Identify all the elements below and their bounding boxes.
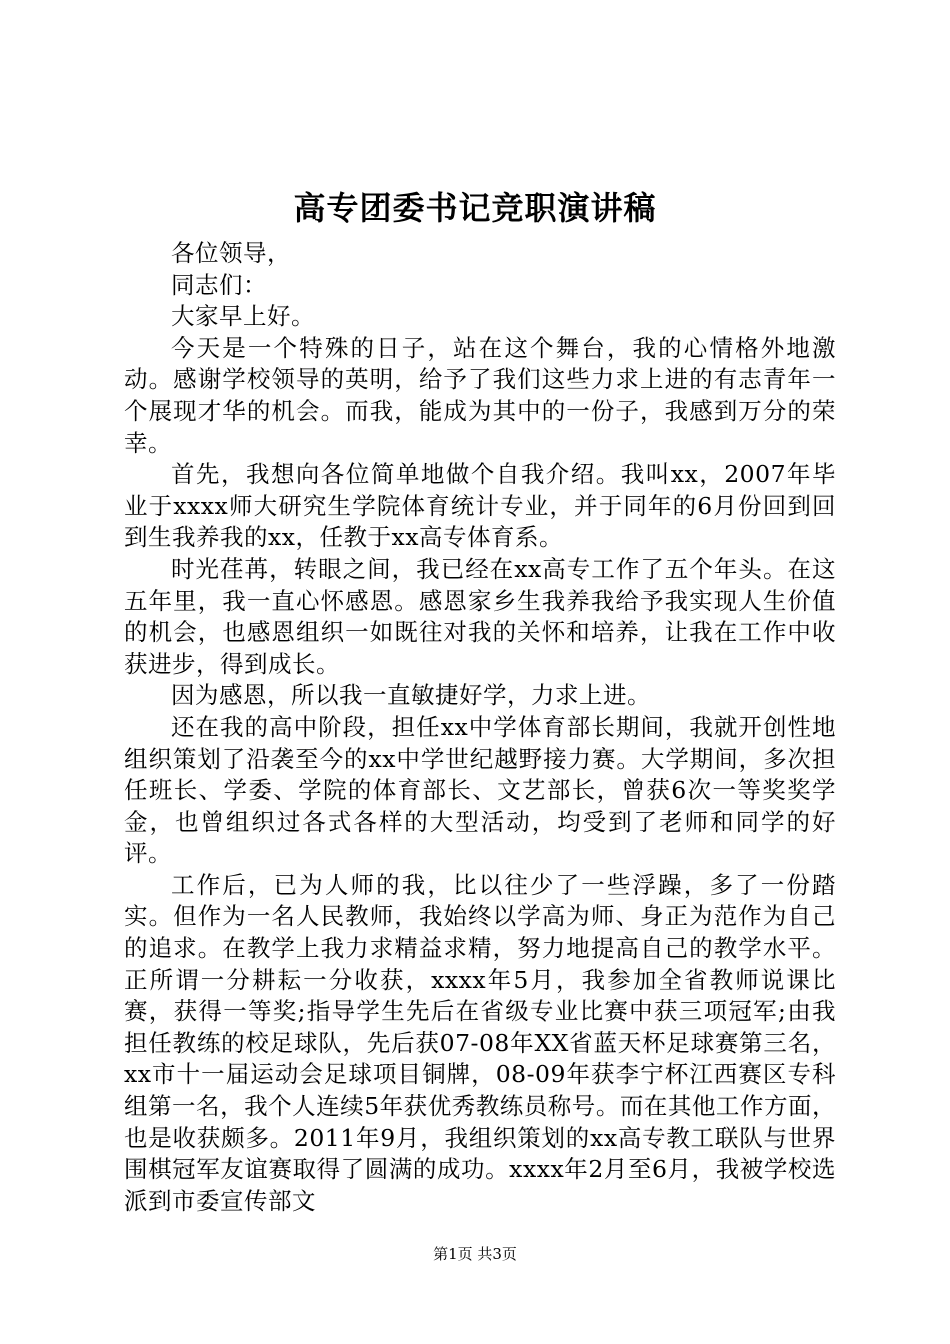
paragraph-opening: 今天是一个特殊的日子，站在这个舞台，我的心情格外地激动。感谢学校领导的英明，给予了我们这些力求上进的有志青年一个展现才华的机会。而我，能成为其中的一份子，我感到万分的荣幸。 — [124, 333, 836, 457]
page-footer: 第1页 共3页 — [433, 1245, 517, 1263]
paragraph-work-achievements: 工作后，已为人师的我，比以往少了一些浮躁，多了一份踏实。但作为一名人民教师，我始终以学高为师、身正为范作为自己的追求。在教学上我力求精益求精，努力地提高自己的教学水平。正所谓一分耕耘一分收获，xxxx年5月，我参加全省教师说课比赛，获得一等奖;指导学生先后在省级专业比赛中获三项冠军;由我担任教练的校足球队，先后获07-08年XX省蓝天杯足球赛第三名，xx市十一届运动会足球项目铜牌，08-09年获李宁杯江西赛区专科组第一名，我个人连续5年获优秀教练员称号。而在其他工作方面，也是收获颇多。2011年9月，我组织策划的xx高专教工联队与世界围棋冠军友谊赛取得了圆满的成功。xxxx年2月至6月，我被学校选派到市委宣传部文 — [124, 870, 836, 1215]
paragraph-eager-learning: 因为感恩，所以我一直敏捷好学，力求上进。 — [171, 681, 651, 710]
paragraph-gratitude: 时光荏苒，转眼之间，我已经在xx高专工作了五个年头。在这五年里，我一直心怀感恩。感恩家乡生我养我给予我实现人生价值的机会，也感恩组织一如既往对我的关怀和培养，让我在工作中收获进步，得到成长。 — [124, 554, 836, 678]
paragraph-self-introduction: 首先，我想向各位简单地做个自我介绍。我叫xx，2007年毕业于xxxx师大研究生学院体育统计专业，并于同年的6月份回到回到生我养我的xx，任教于xx高专体育系。 — [124, 460, 836, 552]
document-title: 高专团委书记竞职演讲稿 — [293, 189, 657, 227]
greeting: 大家早上好。 — [171, 302, 315, 331]
salutation-leaders: 各位领导， — [171, 239, 291, 267]
paragraph-school-experience: 还在我的高中阶段，担任xx中学体育部长期间，我就开创性地组织策划了沿袭至今的xx中学世纪越野接力赛。大学期间，多次担任班长、学委、学院的体育部长、文艺部长，曾获6次一等奖奖学金，也曾组织过各式各样的大型活动，均受到了老师和同学的好评。 — [124, 712, 836, 868]
document-body — [124, 238, 836, 1217]
salutation-comrades: 同志们： — [171, 270, 267, 299]
